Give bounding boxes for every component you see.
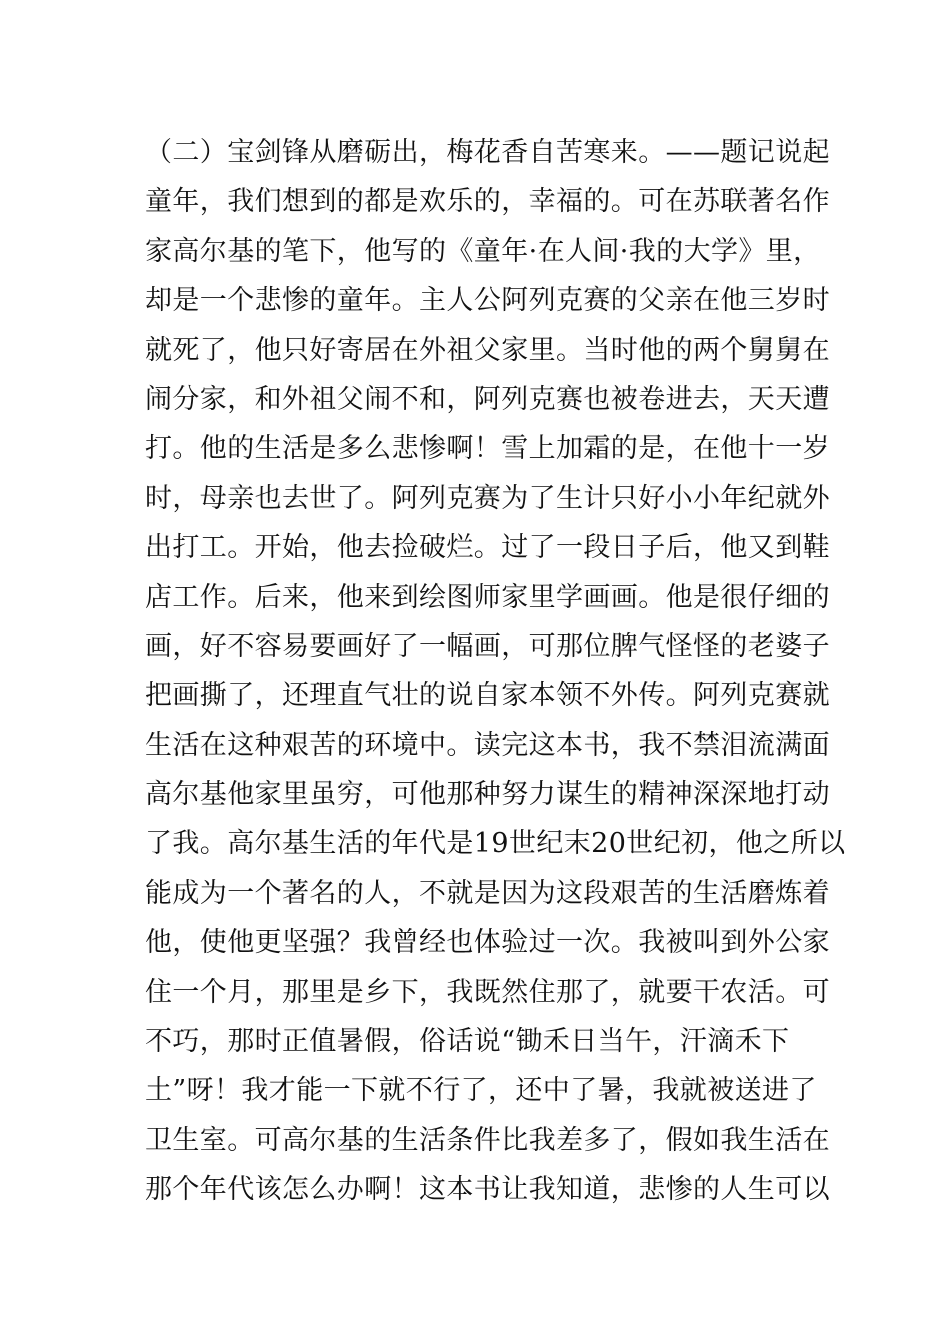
text-line: 就死了，他只好寄居在外祖父家里。当时他的两个舅舅在	[145, 334, 830, 366]
text-line: 不巧，那时正值暑假，俗话说“锄禾日当午，汗滴禾下	[145, 1026, 790, 1058]
text-line: （二）宝剑锋从磨砺出，梅花香自苦寒来。——题记说起	[145, 137, 830, 168]
text-line: 家高尔基的笔下，他写的《童年·在人间·我的大学》里，	[145, 235, 821, 267]
text-line: 画，好不容易要画好了一幅画，可那位脾气怪怪的老婆子	[145, 630, 830, 662]
text-line: 闹分家，和外祖父闹不和，阿列克赛也被卷进去，天天遭	[145, 383, 830, 415]
text-line: 他，使他更坚强？我曾经也体验过一次。我被叫到外公家	[145, 927, 830, 959]
text-line: 打。他的生活是多么悲惨啊！雪上加霜的是，在他十一岁	[145, 433, 830, 465]
text-line: 住一个月，那里是乡下，我既然住那了，就要干农活。可	[145, 976, 830, 1008]
text-line: 时，母亲也去世了。阿列克赛为了生计只好小小年纪就外	[145, 482, 830, 514]
text-line: 那个年代该怎么办啊！这本书让我知道，悲惨的人生可以	[145, 1174, 830, 1206]
text-line: 店工作。后来，他来到绘图师家里学画画。他是很仔细的	[145, 581, 830, 613]
text-line: 出打工。开始，他去捡破烂。过了一段日子后，他又到鞋	[145, 532, 830, 564]
text-line: 土”呀！我才能一下就不行了，还中了暑，我就被送进了	[145, 1075, 817, 1107]
text-line: 却是一个悲惨的童年。主人公阿列克赛的父亲在他三岁时	[145, 285, 830, 317]
text-line: 生活在这种艰苦的环境中。读完这本书，我不禁泪流满面	[145, 729, 830, 761]
text-line: 卫生室。可高尔基的生活条件比我差多了，假如我生活在	[145, 1124, 830, 1156]
text-line: 了我。高尔基生活的年代是19世纪末20世纪初，他之所以	[145, 828, 846, 860]
text-line: 能成为一个著名的人，不就是因为这段艰苦的生活磨炼着	[145, 877, 830, 909]
text-line: 高尔基他家里虽穷，可他那种努力谋生的精神深深地打动	[145, 779, 830, 811]
text-line: 童年，我们想到的都是欢乐的，幸福的。可在苏联著名作	[145, 186, 830, 218]
essay-body	[145, 128, 846, 1215]
text-line: 把画撕了，还理直气壮的说自家本领不外传。阿列克赛就	[145, 680, 830, 712]
